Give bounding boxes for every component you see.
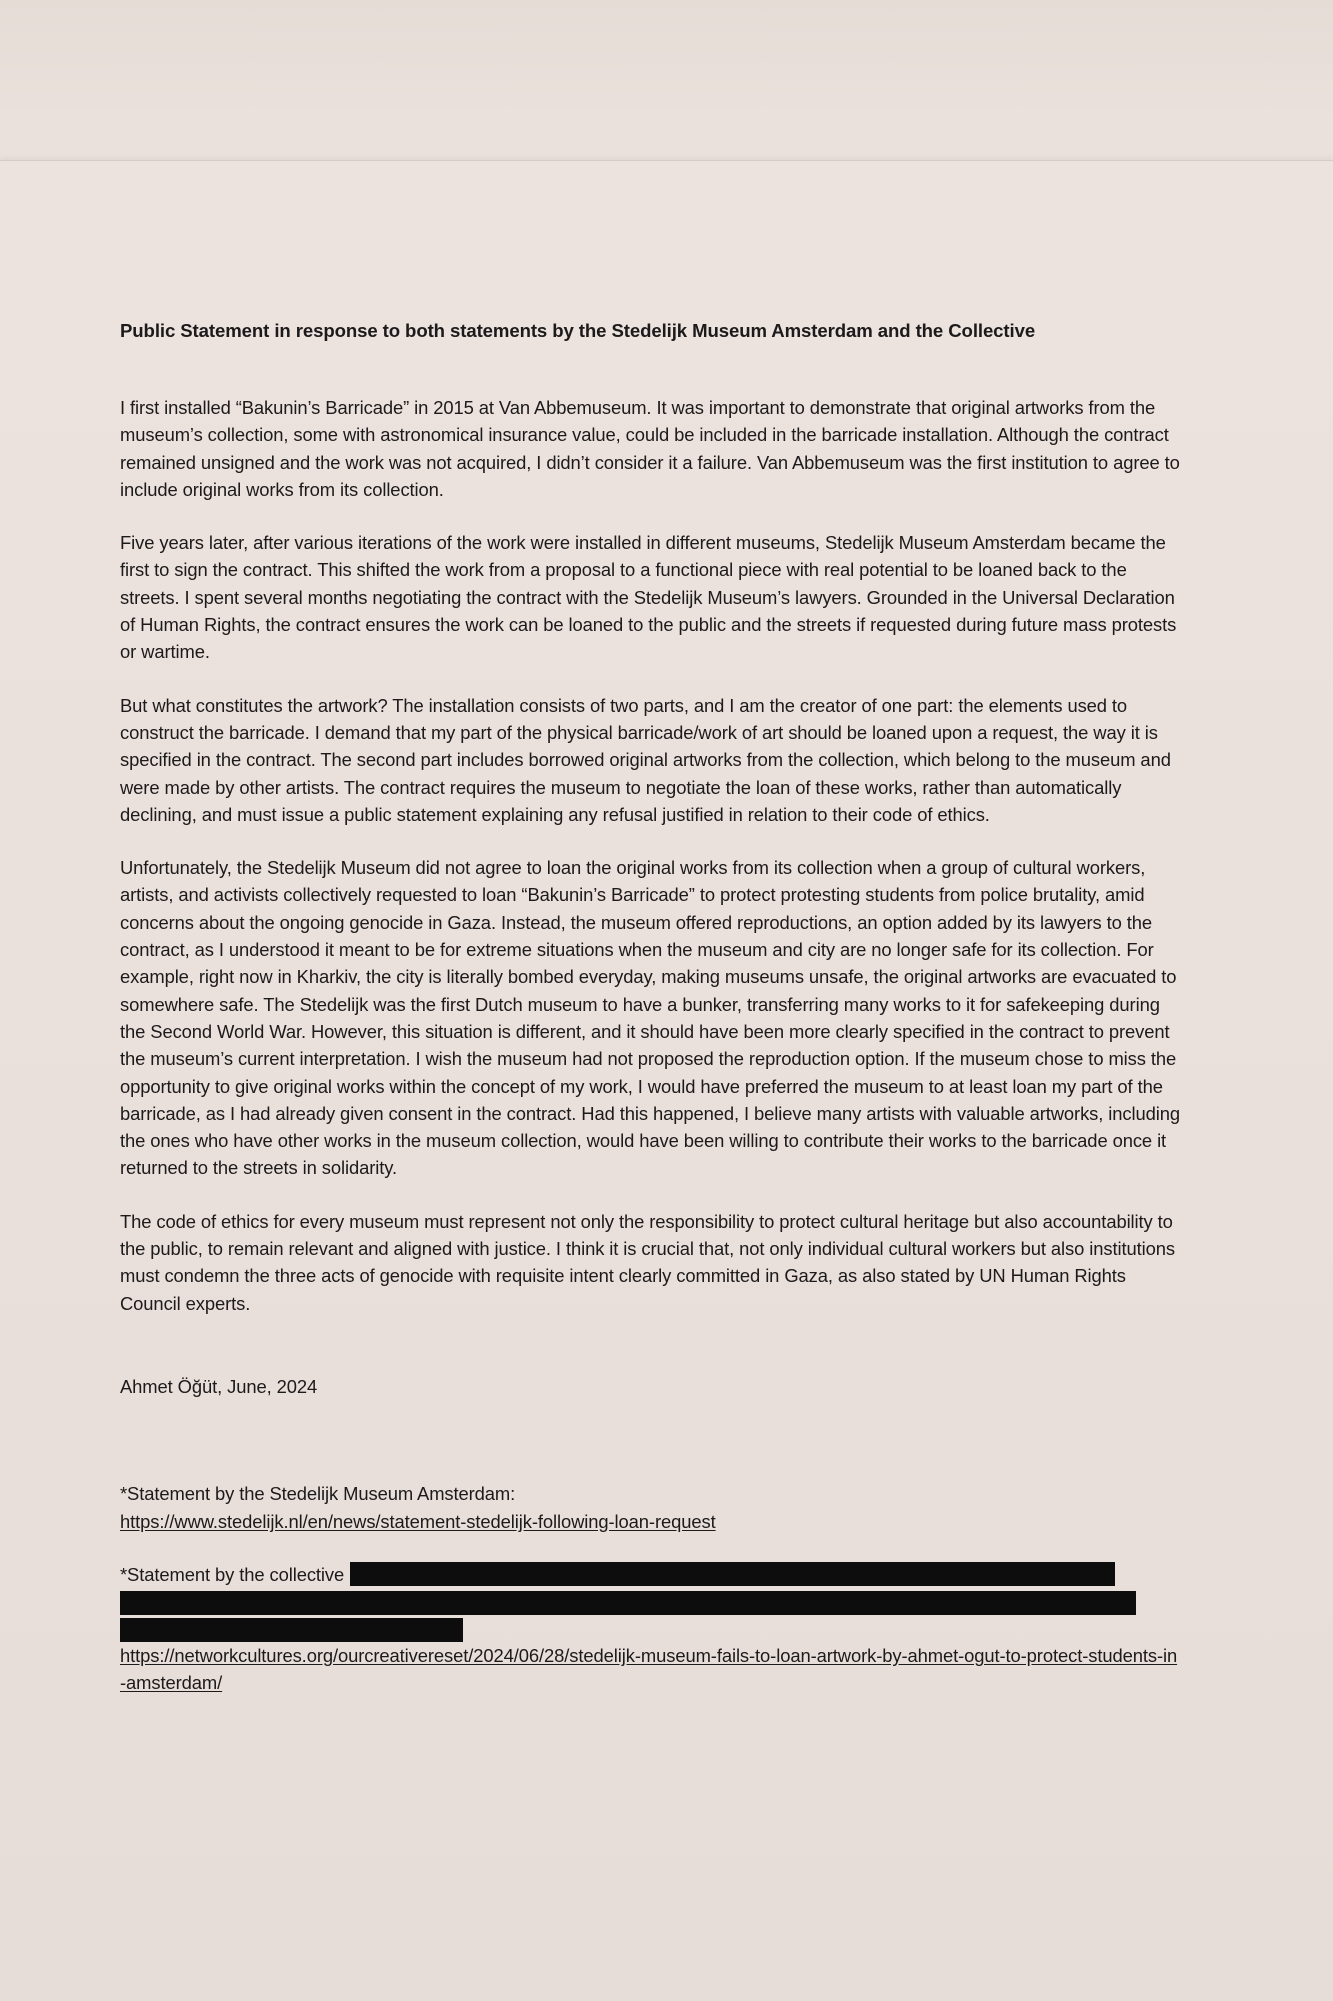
footnote-label-row bbox=[120, 1561, 1182, 1588]
redaction-bar bbox=[120, 1591, 1136, 1615]
redaction-bar bbox=[350, 1562, 1115, 1586]
paragraph-4: Unfortunately, the Stedelijk Museum did not agree to loan the original works from its collection when a group of cultural workers, artists, and activists collectively requested to loan “Bakunin’s Barricade” to protect protesting students from police brutality, amid concerns about the ongoing genocide in Gaza. Instead, the museum offered reproductions, an option added by its lawyers to the contract, as I understood it meant to be for extreme situations when the museum and city are no longer safe for its collection. For example, right now in Kharkiv, the city is literally bombed everyday, making museums unsafe, the original artworks are evacuated to somewhere safe. The Stedelijk was the first Dutch museum to have a bunker, transferring many works to it for safekeeping during the Second World War. However, this situation is different, and it should have been more clearly specified in the contract to prevent the museum’s current interpretation. I wish the museum had not proposed the reproduction option. If the museum chose to miss the opportunity to give original works within the concept of my work, I would have preferred the museum to at least loan my part of the barricade, as I had already given consent in the contract. Had this happened, I believe many artists with valuable artworks, including the ones who have other works in the museum collection, would have been willing to contribute their works to the barricade once it returned to the streets in solidarity. bbox=[120, 857, 1180, 1179]
redaction-bar bbox=[120, 1618, 463, 1642]
footnote-collective bbox=[120, 1561, 1182, 1697]
paragraph-5: The code of ethics for every museum must represent not only the responsibility to protect cultural heritage but also accountability to the public, to remain relevant and aligned with justice. I think it is crucial that, not only individual cultural workers but also institutions must condemn the three acts of genocide with requisite intent clearly committed in Gaza, as also stated by UN Human Rights Council experts. bbox=[120, 1210, 1175, 1314]
paragraph-2: Five years later, after various iterations of the work were installed in different museums, Stedelijk Museum Amsterdam became the first to sign the contract. This shifted the work from a proposal to a functional piece with real potential to be loaned back to the streets. I spent several months negotiating the contract with the Stedelijk Museum’s lawyers. Grounded in the Universal Declaration of Human Rights, the contract ensures the work can be loaned to the public and the streets if requested during future mass protests or wartime. bbox=[120, 532, 1177, 663]
document-title: Public Statement in response to both statements by the Stedelijk Museum Amsterdam and the Collective bbox=[120, 320, 1036, 341]
footnote-stedelijk bbox=[120, 1480, 1182, 1535]
paragraph-1: I first installed “Bakunin’s Barricade” in 2015 at Van Abbemuseum. It was important to demonstrate that original artworks from the museum’s collection, some with astronomical insurance value, could be included in the barricade installation. Although the contract remained unsigned and the work was not acquired, I didn’t consider it a failure. Van Abbemuseum was the first institution to agree to include original works from its collection. bbox=[120, 397, 1180, 500]
signature: Ahmet Öğüt, June, 2024 bbox=[120, 1375, 318, 1397]
footnote-label: *Statement by the collective bbox=[120, 1563, 345, 1585]
networkcultures-link[interactable]: https://networkcultures.org/ourcreativereset/2024/06/28/stedelijk-museum-fails-to-loan-artwork-by-ahmet-ogut-to-protect-students-in-amsterdam/ bbox=[120, 1645, 1178, 1694]
paragraph-3: But what constitutes the artwork? The installation consists of two parts, and I am the creator of one part: the elements used to construct the barricade. I demand that my part of the physical barricade/work of art should be loaned upon a request, the way it is specified in the contract. The second part includes borrowed original artworks from the collection, which belong to the museum and were made by other artists. The contract requires the museum to negotiate the loan of these works, rather than automatically declining, and must issue a public statement explaining any refusal justified in relation to their code of ethics. bbox=[120, 694, 1171, 825]
statement-document bbox=[120, 318, 1182, 1723]
footnote-label: *Statement by the Stedelijk Museum Amsterdam: bbox=[120, 1483, 516, 1505]
stedelijk-statement-link[interactable]: https://www.stedelijk.nl/en/news/statement-stedelijk-following-loan-request bbox=[120, 1510, 716, 1532]
